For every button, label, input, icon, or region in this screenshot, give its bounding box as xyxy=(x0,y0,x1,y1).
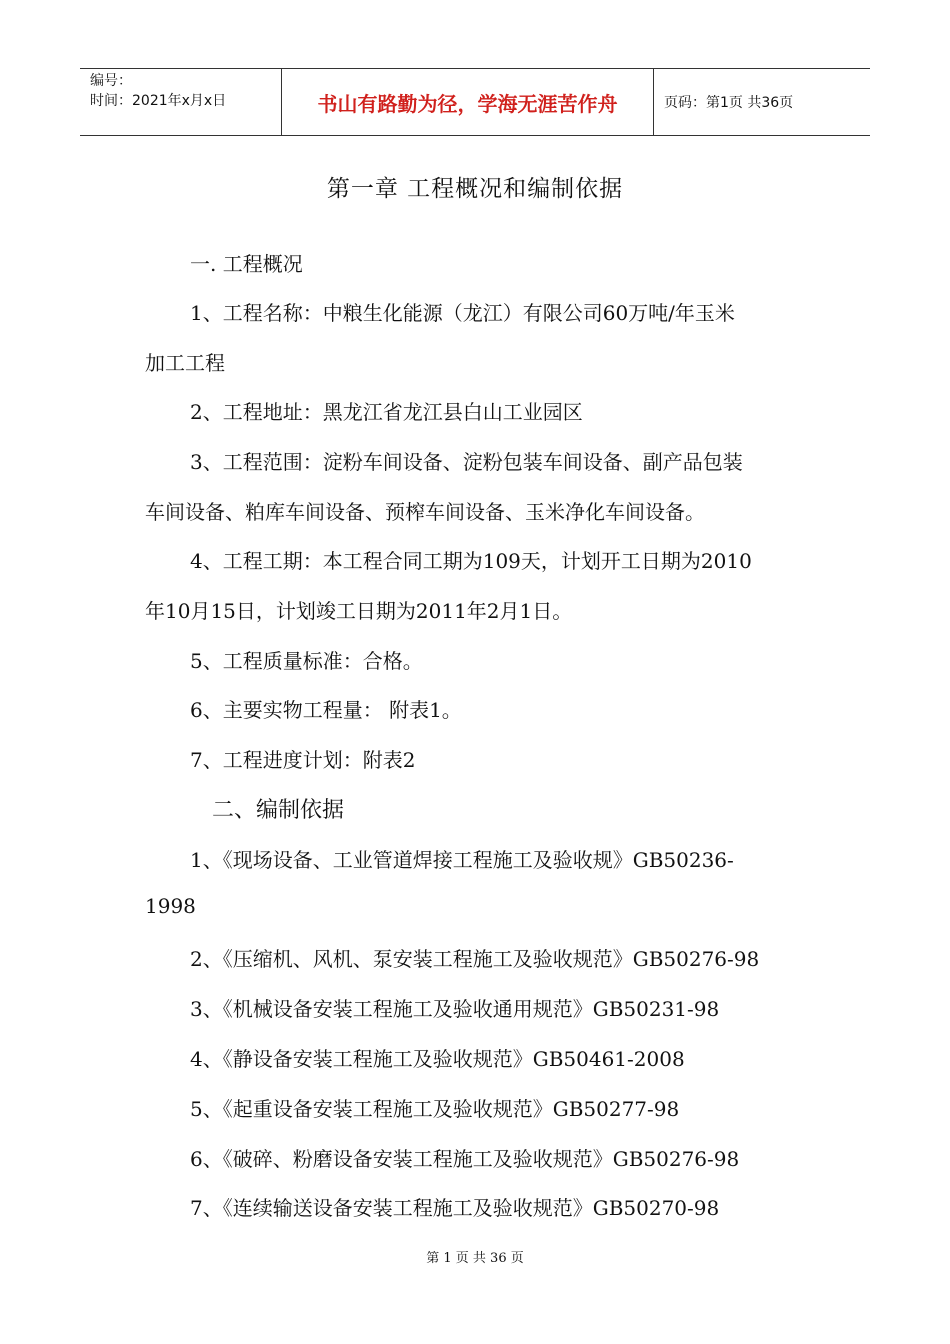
header-page-info: 页码：第1页 共36页 xyxy=(664,95,794,111)
page-footer: 第 1 页 共 36 页 xyxy=(426,1251,524,1266)
section2-heading: 二、编制依据 xyxy=(212,798,345,823)
section2-item: 1998 xyxy=(145,894,196,918)
header-table xyxy=(80,68,870,136)
header-meta-cell xyxy=(80,69,282,135)
chapter-title: 第一章 工程概况和编制依据 xyxy=(326,176,624,202)
section1-item: 4、工程工期：本工程合同工期为109天，计划开工日期为2010 xyxy=(190,549,752,573)
section2-item: 7、《连续输送设备安装工程施工及验收规范》GB50270-98 xyxy=(190,1196,720,1220)
section1-item: 1、工程名称：中粮生化能源（龙江）有限公司60万吨/年玉米 xyxy=(190,301,735,325)
section1-item: 车间设备、粕库车间设备、预榨车间设备、玉米净化车间设备。 xyxy=(145,500,705,524)
section2-item: 1、《现场设备、工业管道焊接工程施工及验收规》GB50236- xyxy=(190,848,734,872)
section1-item: 年10月15日，计划竣工日期为2011年2月1日。 xyxy=(145,599,573,623)
section1-item: 7、工程进度计划：附表2 xyxy=(190,748,416,772)
section1-item: 6、主要实物工程量： 附表1。 xyxy=(190,698,462,722)
section1-item: 加工工程 xyxy=(145,351,225,375)
section2-item: 5、《起重设备安装工程施工及验收规范》GB50277-98 xyxy=(190,1097,680,1121)
section2-item: 6、《破碎、粉磨设备安装工程施工及验收规范》GB50276-98 xyxy=(190,1147,740,1171)
section1-item: 3、工程范围：淀粉车间设备、淀粉包装车间设备、副产品包装 xyxy=(190,450,743,474)
section2-item: 4、《静设备安装工程施工及验收规范》GB50461-2008 xyxy=(190,1047,685,1071)
section1-item: 5、工程质量标准：合格。 xyxy=(190,649,423,673)
section2-item: 3、《机械设备安装工程施工及验收通用规范》GB50231-98 xyxy=(190,997,720,1021)
number-label: 编号： xyxy=(90,73,132,89)
time-label: 时间：2021年x月x日 xyxy=(90,93,227,109)
section1-item: 2、工程地址：黑龙江省龙江县白山工业园区 xyxy=(190,400,583,424)
section1-heading: 一. 工程概况 xyxy=(190,252,303,276)
section2-item: 2、《压缩机、风机、泵安装工程施工及验收规范》GB50276-98 xyxy=(190,947,760,971)
header-motto: 书山有路勤为径，学海无涯苦作舟 xyxy=(282,69,654,135)
